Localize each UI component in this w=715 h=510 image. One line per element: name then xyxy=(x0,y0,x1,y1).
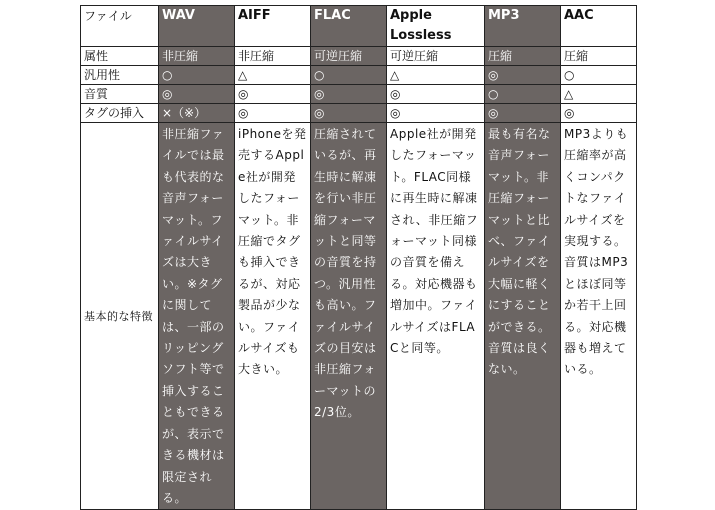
row-label: 属性 xyxy=(81,47,159,66)
table-cell: ◎ xyxy=(387,85,485,104)
table-row xyxy=(81,66,637,85)
table-cell: ◎ xyxy=(485,66,561,85)
table-cell: ×（※） xyxy=(159,104,235,123)
table-cell: 圧縮 xyxy=(561,47,637,66)
table-cell: ○ xyxy=(311,66,387,85)
header-wav: WAV xyxy=(159,6,235,47)
table-cell: 可逆圧縮 xyxy=(387,47,485,66)
header-row xyxy=(81,6,637,47)
table-cell: ◎ xyxy=(561,104,637,123)
table-cell: ◎ xyxy=(311,104,387,123)
header-aiff: AIFF xyxy=(235,6,311,47)
table-cell: ○ xyxy=(159,66,235,85)
feature-cell-aac: MP3よりも圧縮率が高くコンパクトなファイルサイズを実現する。音質はMP3とほぼ同等か若干上回る。対応機器も増えている。 xyxy=(561,123,637,510)
table-cell: ◎ xyxy=(485,104,561,123)
feature-cell-flac: 圧縮されているが、再生時に解凍を行い非圧縮フォーマットと同等の音質を持つ。汎用性も高い。ファイルサイズの目安は非圧縮フォーマットの2/3位。 xyxy=(311,123,387,510)
table-row xyxy=(81,47,637,66)
features-row xyxy=(81,123,637,510)
table-cell: ○ xyxy=(485,85,561,104)
header-mp3: MP3 xyxy=(485,6,561,47)
table-cell: 非圧縮 xyxy=(159,47,235,66)
feature-cell-alac: Apple社が開発したフォーマット。FLAC同様に再生時に解凍され、非圧縮フォーマット同様の音質を備える。対応機器も増加中。ファイルサイズはFLACと同等。 xyxy=(387,123,485,510)
table-cell: 可逆圧縮 xyxy=(311,47,387,66)
header-flac: FLAC xyxy=(311,6,387,47)
table-cell: △ xyxy=(387,66,485,85)
table-cell: ◎ xyxy=(159,85,235,104)
table-cell: ◎ xyxy=(235,104,311,123)
header-aac: AAC xyxy=(561,6,637,47)
table-cell: ◎ xyxy=(235,85,311,104)
row-label: 音質 xyxy=(81,85,159,104)
feature-cell-wav: 非圧縮ファイルでは最も代表的な音声フォーマット。ファイルサイズは大きい。※タグに関しては、一部のリッピングソフト等で挿入することもできるが、表示できる機材は限定される。 xyxy=(159,123,235,510)
table-row xyxy=(81,85,637,104)
table-cell: 圧縮 xyxy=(485,47,561,66)
row-label: 汎用性 xyxy=(81,66,159,85)
row-label: タグの挿入 xyxy=(81,104,159,123)
table-row xyxy=(81,104,637,123)
table-cell: 非圧縮 xyxy=(235,47,311,66)
feature-cell-aiff: iPhoneを発売するApple社が開発したフォーマット。非圧縮でタグも挿入できるが、対応製品が少ない。ファイルサイズも大きい。 xyxy=(235,123,311,510)
table-cell: ◎ xyxy=(311,85,387,104)
header-alac: Apple Lossless xyxy=(387,6,485,47)
format-comparison-table xyxy=(80,5,637,510)
table-cell: △ xyxy=(561,85,637,104)
table-cell: ◎ xyxy=(387,104,485,123)
feature-cell-mp3: 最も有名な音声フォーマット。非圧縮フォーマットと比べ、ファイルサイズを大幅に軽くにすることができる。音質は良くない。 xyxy=(485,123,561,510)
table-cell: △ xyxy=(235,66,311,85)
row-label: 基本的な特徴 xyxy=(81,123,159,510)
header-label: ファイル xyxy=(81,6,159,47)
table-cell: ○ xyxy=(561,66,637,85)
